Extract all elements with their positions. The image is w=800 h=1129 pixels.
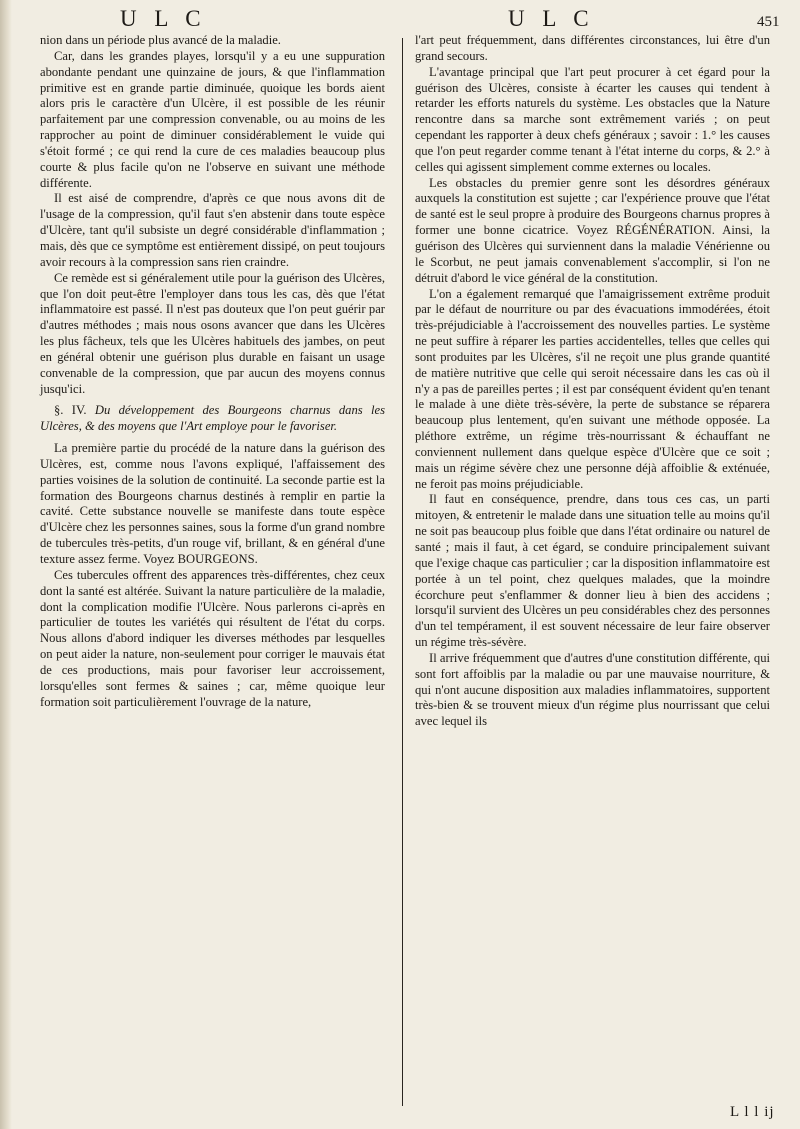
running-head-left: U L C xyxy=(120,6,207,31)
left-column xyxy=(40,33,385,710)
left-paragraph-6: Ces tubercules offrent des apparences très-différentes, chez ceux dont la santé est altérée. Suivant la nature particulière de la maladie, dont la complication modifie l'Ulcère. Nous parlerons ci-après en particulier de toutes les variétés qui résultent de l'état du corps. Nous allons d'abord indiquer les diverses méthodes par lesquelles on peut aider la nature, non-seulement pour corriger le mauvais état de ces productions, mais pour favoriser leur accroissement, lorsqu'elles sont fermes & saines ; car, même quoique leur formation soit particulièrement l'ouvrage de la nature, xyxy=(40,567,385,709)
left-paragraph-1: nion dans un période plus avancé de la maladie. xyxy=(40,33,281,47)
section-heading xyxy=(40,403,385,435)
right-column xyxy=(415,33,770,730)
left-paragraph-5: La première partie du procédé de la nature dans la guérison des Ulcères, est, comme nous l'avons expliqué, l'affaissement des parties voisines de la solution de continuité. La seconde partie est la formation des Bourgeons charnus destinés à remplir en partie la cavité. Cette substance nouvelle se manifeste dans toute espèce d'Ulcère chez les personnes saines, sous la forme d'un grand nombre de tubercules très-petits, d'un rouge vif, brillant, & en général d'une texture assez ferme. Voyez BOURGEONS. xyxy=(40,441,385,566)
right-paragraph-1: l'art peut fréquemment, dans différentes circonstances, lui être d'un grand secours. xyxy=(415,33,770,63)
section-title: Du développement des Bourgeons charnus dans les Ulcères, & des moyens que l'Art employe pour le favoriser. xyxy=(40,403,385,434)
right-paragraph-3: Les obstacles du premier genre sont les désordres généraux auxquels la constitution est sujette ; car l'expérience prouve que l'état de santé est le seul propre à produire des Bourgeons charnus propres à former une bonne cicatrice. Voyez RÉGÉNÉRATION. Ainsi, la guérison des Ulcères qui surviennent dans la maladie Vénérienne ou le Scorbut, ne peut jamais convenablement s'accomplir, si l'on ne détruit d'abord le vice général de la constitution. xyxy=(415,175,770,285)
left-paragraph-3: Il est aisé de comprendre, d'après ce que nous avons dit de l'usage de la compression, qu'il faut s'en abstenir dans toute espèce d'Ulcère, tant qu'il subsiste un degré considérable d'inflammation ; mais, dès que ce symptôme est entièrement dissipé, on peut toujours avoir recours à la compression sans rien craindre. xyxy=(40,191,385,269)
left-paragraph-4: Ce remède est si généralement utile pour la guérison des Ulcères, que l'on doit peut-être l'employer dans tous les cas, dès que l'état inflammatoire est passé. Il n'est pas douteux que l'on peut guérir par d'autres méthodes ; mais nous osons avancer que dans les Ulcères les plus fâcheux, tels que les Ulcères habituels des jambes, on peut en général obtenir une guérison plus durable en faisant un usage convenable de la compression, que par aucun des moyens connus jusqu'ici. xyxy=(40,270,385,396)
column-divider xyxy=(402,38,403,1106)
left-paragraph-2: Car, dans les grandes playes, lorsqu'il y a eu une suppuration abondante pendant une quinzaine de jours, & que l'inflammation primitive est en grande partie diminuée, quoique les bords aient alors pris le caractère d'un Ulcère, il est possible de les réunir parfaitement par une compression convenable, ou au moins de les rapprocher au point de diminuer considérablement le vuide qui s'étoit formé ; ce qui rend la cure de ces maladies beaucoup plus courte & plus facile qu'on ne l'observe en suivant une méthode différente. xyxy=(40,48,385,190)
printer-signature: L l l ij xyxy=(730,1104,775,1120)
section-number: §. IV. xyxy=(54,403,87,418)
right-paragraph-2: L'avantage principal que l'art peut procurer à cet égard pour la guérison des Ulcères, consiste à écarter les causes qui tendent à retarder les efforts naturels du système. Les obstacles que la Nature rencontre dans sa marche sont extrêmement variés ; on peut cependant les rapporter à deux chefs généraux ; savoir : 1.° les causes que l'on peut regarder comme tenant à l'état interne du corps, & 2.° à celles qui agissent simplement comme externes ou locales. xyxy=(415,64,770,174)
right-paragraph-4: L'on a également remarqué que l'amaigrissement extrême produit par le défaut de nourriture ou par des évacuations immodérées, étoit très-préjudiciable à l'accroissement des nouvelles parties. Le système ne peut suffire à réparer les parties accidentelles, telles que celles qui sont produites par les Ulcères, s'il ne reçoit une plus grande quantité de matière nutritive que celle qui seroit nécessaire dans les cas où il n'y a pas de pareilles pertes ; il est par conséquent évident qu'en tenant le malade à une diète très-sévère, la perte de substance se réparera beaucoup plus lentement, qu'en suivant une méthode opposée. La pléthore extrême, un régime très-nourrissant & échauffant ne conviennent nullement dans quelque espèce d'Ulcère que ce soit ; mais un régime sévère chez une personne déjà affoiblie & exténuée, ne feroit pas moins préjudiciable. xyxy=(415,286,770,491)
page-binding-edge xyxy=(0,0,12,1129)
right-paragraph-5: Il faut en conséquence, prendre, dans tous ces cas, un parti mitoyen, & entretenir le malade dans une situation telle au moins qu'il ne soit pas beaucoup plus foible que dans l'état ordinaire ou naturel de santé ; mais il faut, à cet égard, se conduire principalement suivant que l'exige chaque cas particulier ; car la disposition inflammatoire est portée à un tel point, chez quelques malades, que la moindre écorchure peut s'enflammer & donner lieu à bien des accidens ; lorsqu'il survient des Ulcères un peu considérables chez des personnes d'un tel tempérament, il est souvent nécessaire de leur faire observer un régime très-sévère. xyxy=(415,492,770,650)
running-head-right: U L C xyxy=(508,6,595,31)
page-number: 451 xyxy=(757,14,780,30)
right-paragraph-6: Il arrive fréquemment que d'autres d'une constitution différente, qui sont fort affoiblis par la maladie ou par une mauvaise nourriture, & qui n'ont aucune disposition aux maladies inflammatoires, supportent très-bien & se trouvent mieux d'un régime plus nourrissant que celui avec lequel ils xyxy=(415,650,770,729)
